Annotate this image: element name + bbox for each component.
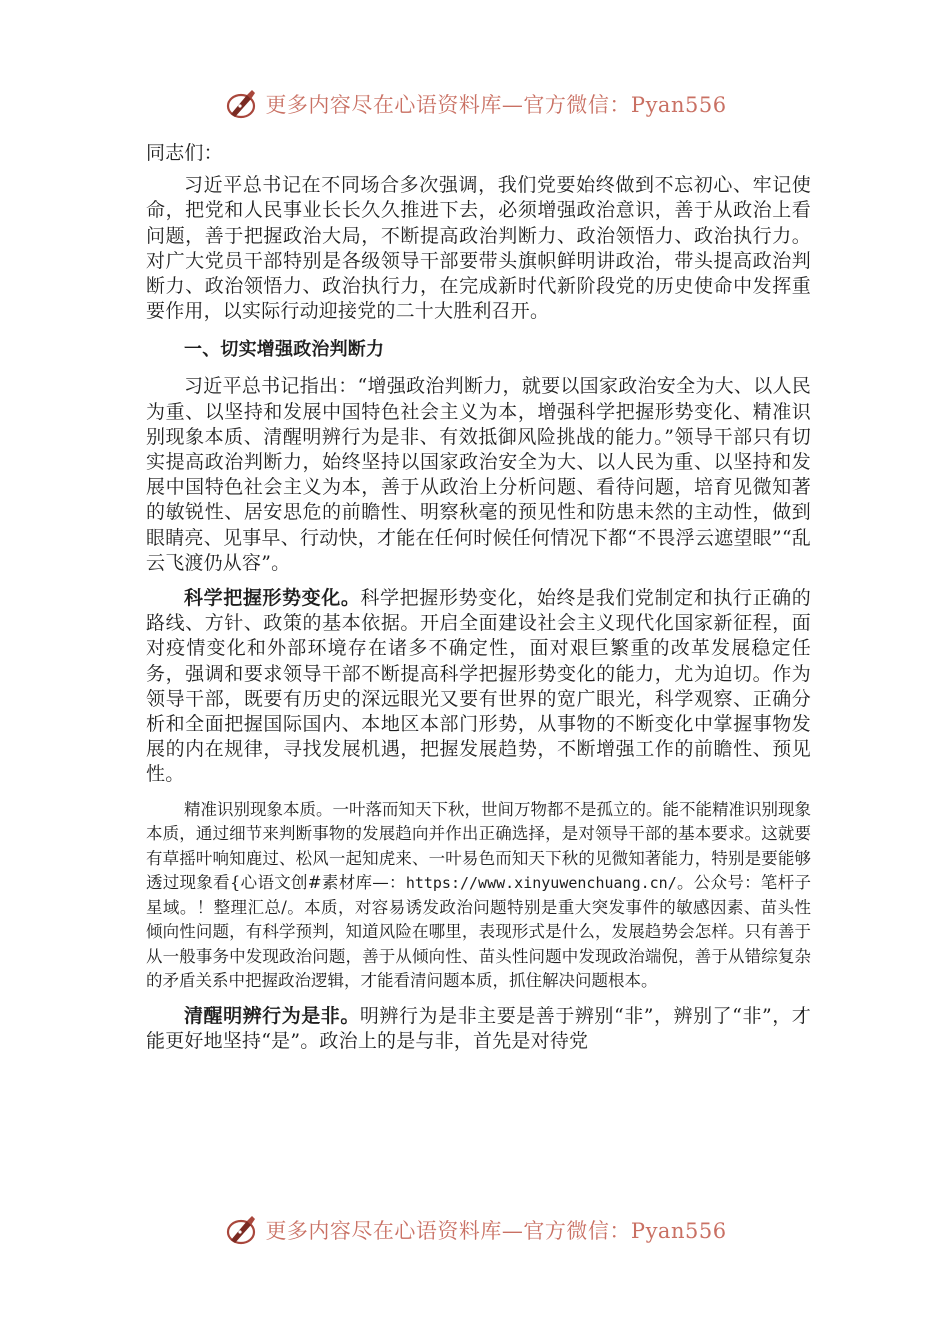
salutation: 同志们：	[146, 142, 223, 164]
intro-paragraph: 习近平总书记在不同场合多次强调，我们党要始终做到不忘初心、牢记使命，把党和人民事业长长久久推进下去，必须增强政治意识，善于从政治上看问题，善于把握政治大局，不断提高政治判断力、政治领悟力、政治执行力。对广大党员干部特别是各级领导干部要带头旗帜鲜明讲政治，带头提高政治判断力、政治领悟力、政治执行力，在完成新时代新阶段党的历史使命中发挥重要作用，以实际行动迎接党的二十大胜利召开。	[146, 174, 811, 323]
footer-banner	[0, 1210, 950, 1250]
paragraph-lead: 科学把握形势变化。	[184, 587, 361, 610]
paragraph-text-after-link: 。公众号：笔杆子星域。！整理汇总/。本质，对容易诱发政治问题特别是重大突发事件的敏感因素、苗头性倾向性问题，有科学预判，知道风险在哪里，表现形式是什么，发展趋势会怎样。只有善于从一般事务中发现政治问题，善于从倾向性、苗头性问题中发现政治端倪，善于从错综复杂的矛盾关系中把握政治逻辑，才能看清问题本质，抓住解决问题根本。	[146, 873, 811, 991]
section-heading: 一、切实增强政治判断力	[184, 339, 385, 361]
paragraph-text: 科学把握形势变化，始终是我们党制定和执行正确的路线、方针、政策的基本依据。开启全面建设社会主义现代化国家新征程，面对疫情变化和外部环境存在诸多不确定性，面对艰巨繁重的改革发展稳定任务，强调和要求领导干部不断提高科学把握形势变化的能力，尤为迫切。作为领导干部，既要有历史的深远眼光又要有世界的宽广眼光，科学观察、正确分析和全面把握国际国内、本地区本部门形势，从事物的不断变化中掌握事物发展的内在规律，寻找发展机遇，把握发展趋势，不断增强工作的前瞻性、预见性。	[146, 587, 811, 786]
website-url: https://www.xinyuwenchuang.cn/	[405, 874, 677, 893]
pen-nib-logo-icon	[223, 1212, 259, 1248]
banner-text: 更多内容尽在心语资料库—官方微信：Pyan556	[265, 93, 727, 117]
banner-text: 更多内容尽在心语资料库—官方微信：Pyan556	[265, 1219, 727, 1243]
paragraph-text: 明辨行为是非主要是善于辨别“非”，辨别了“非”，才能更好地坚持“是”。政治上的是与非，首先是对待党	[146, 1004, 811, 1052]
paragraph-lead: 清醒明辨行为是非。	[184, 1004, 360, 1027]
section1-paragraph: 习近平总书记指出：“增强政治判断力，就要以国家政治安全为大、以人民为重、以坚持和发展中国特色社会主义为本，增强科学把握形势变化、精准识别现象本质、清醒明辨行为是非、有效抵御风险挑战的能力。”领导干部只有切实提高政治判断力，始终坚持以国家政治安全为大、以人民为重、以坚持和发展中国特色社会主义为本，善于从政治上分析问题、看待问题，培育见微知著的敏锐性、居安思危的前瞻性、明察秋毫的预见性和防患未然的主动性，做到眼睛亮、见事早、行动快，才能在任何时候任何情况下都“不畏浮云遮望眼”“乱云飞渡仍从容”。	[146, 375, 811, 574]
header-banner	[0, 84, 950, 124]
pen-nib-logo-icon	[223, 86, 259, 122]
paragraph-form-trends	[146, 586, 811, 788]
paragraph-text-before-link: 精准识别现象本质。一叶落而知天下秋，世间万物都不是孤立的。能不能精准识别现象本质，通过细节来判断事物的发展趋向并作出正确选择，是对领导干部的基本要求。这就要有草摇叶响知鹿过、松风一起知虎来、一叶易色而知天下秋的见微知著能力，特别是要能够透过现象看{心语文创#素材库—：	[146, 799, 811, 893]
paragraph-identify-essence	[146, 798, 811, 994]
document-body	[146, 141, 811, 1054]
paragraph-right-wrong	[146, 1004, 811, 1054]
